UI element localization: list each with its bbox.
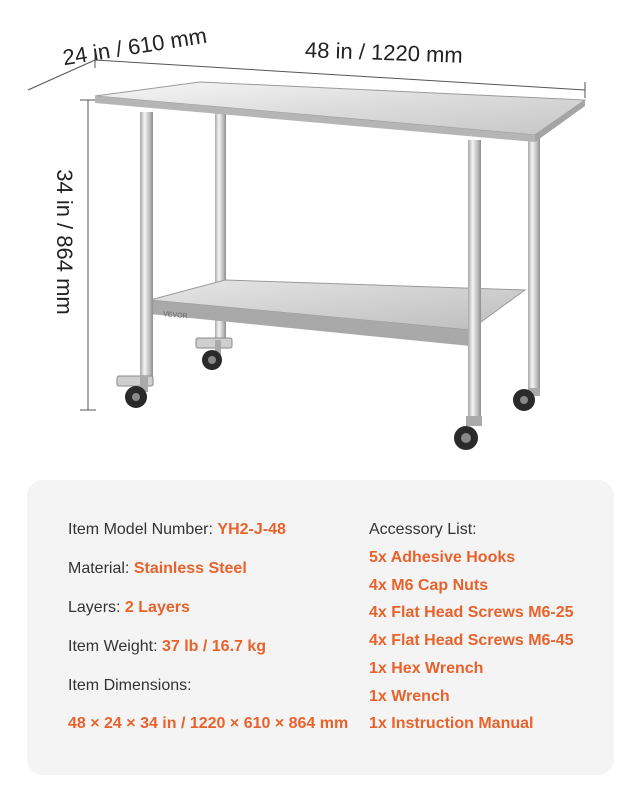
back-right-leg: [528, 132, 540, 390]
spec-model: [68, 521, 286, 539]
accessory-item: 5x Adhesive Hooks: [369, 549, 516, 566]
layers-value: 2 Layers: [124, 599, 190, 616]
model-value: YH2-J-48: [217, 521, 286, 538]
spec-weight: [68, 638, 266, 656]
accessory-item: 4x Flat Head Screws M6-45: [369, 632, 574, 649]
brand-mark: VEVOR: [162, 311, 188, 321]
dimensions-label: Item Dimensions:: [68, 677, 192, 694]
caster-back-left: [196, 338, 232, 370]
accessory-title: Accessory List:: [369, 521, 477, 538]
front-left-leg: [140, 112, 153, 377]
model-label: Item Model Number:: [68, 521, 213, 538]
accessory-item: 1x Hex Wrench: [369, 660, 484, 677]
accessory-item: 1x Wrench: [369, 688, 450, 705]
spec-card: [27, 480, 614, 775]
spec-layers: [68, 599, 190, 617]
layers-label: Layers:: [68, 599, 121, 616]
caster-front-left: [117, 376, 153, 408]
material-label: Material:: [68, 560, 130, 577]
height-label: 34 in / 864 mm: [52, 169, 77, 315]
front-right-leg: [468, 140, 481, 418]
caster-back-right: [513, 388, 540, 411]
accessory-item: 1x Instruction Manual: [369, 715, 534, 732]
depth-label: 24 in / 610 mm: [60, 22, 209, 71]
weight-value: 37 lb / 16.7 kg: [161, 638, 267, 655]
dimensions-value: 48 × 24 × 34 in / 1220 × 610 × 864 mm: [68, 715, 349, 732]
width-label: 48 in / 1220 mm: [304, 37, 464, 68]
weight-label: Item Weight:: [68, 638, 158, 655]
accessory-item: 4x Flat Head Screws M6-25: [369, 604, 574, 621]
material-value: Stainless Steel: [133, 560, 247, 577]
caster-front-right: [454, 416, 482, 450]
accessory-item: 4x M6 Cap Nuts: [369, 577, 489, 594]
spec-material: [68, 560, 247, 578]
